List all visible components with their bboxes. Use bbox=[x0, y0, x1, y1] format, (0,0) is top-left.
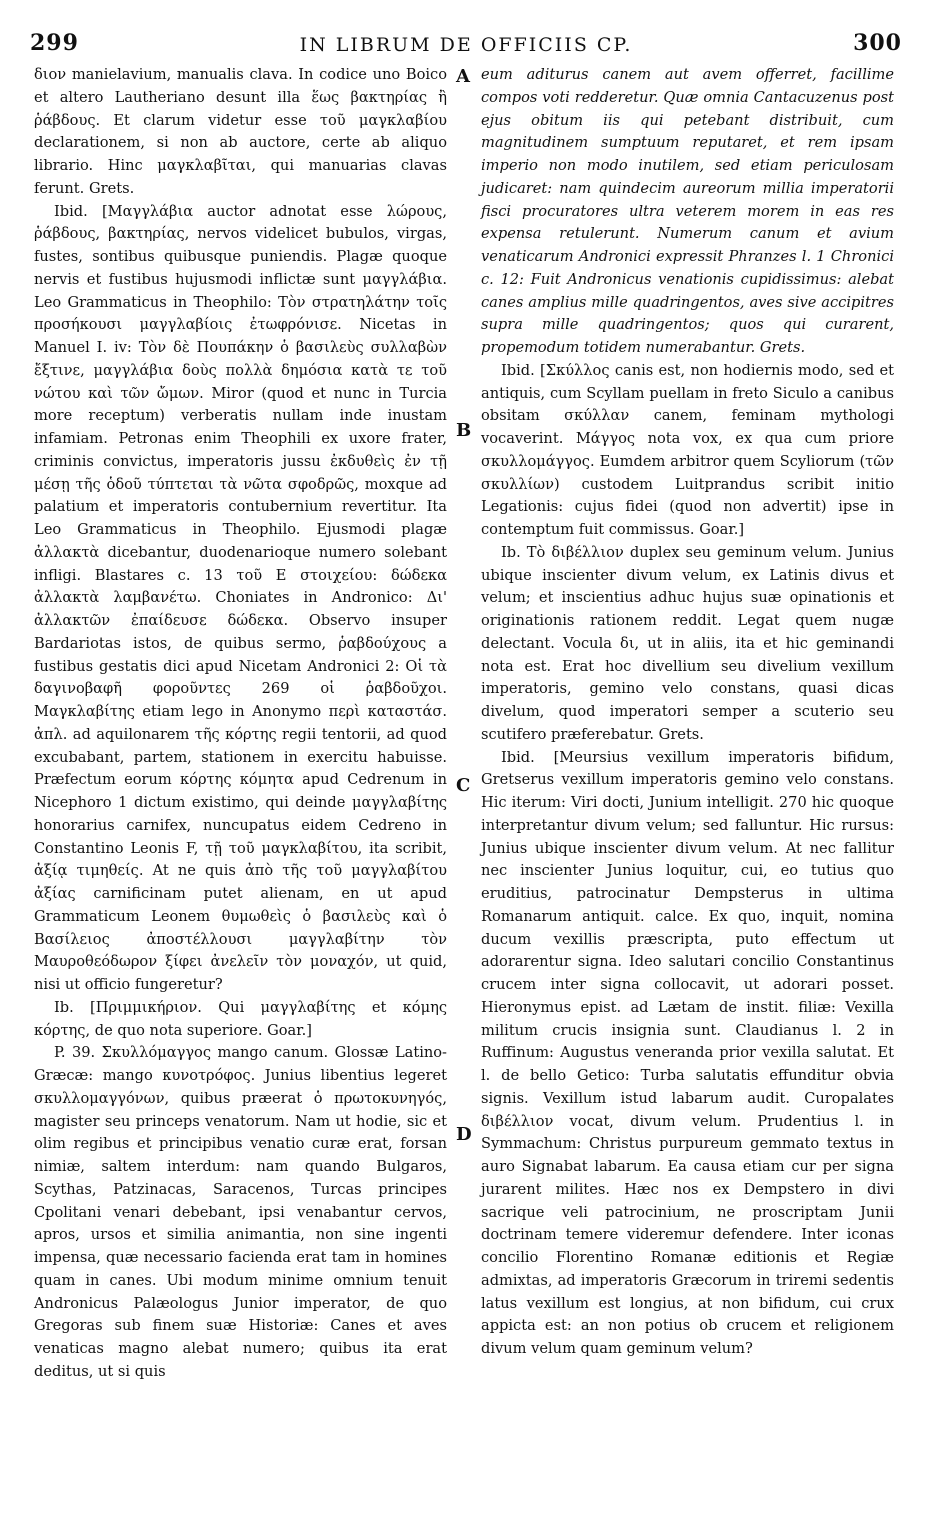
margin-letter-d: D bbox=[456, 1124, 472, 1145]
right-paragraph-2: Ibid. [Σκύλλος canis est, non hodiernis modo, sed et antiquis, cum Scyllam puellam in freto Siculo a canibus obsitam σκύλλαν canem, feminam mythologi vocaverint. Μάγγος nota vox, ex qua cum priore σκυλλομάγγος. Eumdem arbitror quem Scyliorum (τῶν σκυλλίων) custodem Luitprandus scribit initio Legationis: cujus fidei (quod non advertit) ipse in contemptum fuit commissus. Goar.] bbox=[481, 361, 894, 538]
left-paragraph-2: Ibid. [Μαγγλάβια auctor adnotat esse λώρους, ῥάβδους, βακτηρίας, nervos videlicet bubulos, virgas, fustes, sontibus quibusque puniendis. Plagæ quoque nervis et fustibus hujusmodi inflictæ sunt μαγγλάβια. Leo Grammaticus in Theophilo: Τὸν στρατηλάτην τοῖς προσήκουσι μαγγλαβίοις ἐτωφρόνισε. Nicetas in Manuel I. iv: Τὸν δὲ Πουπάκην ὁ βασιλεὺς συλλαβὼν ἔξτινε, μαγγλάβια δοὺς πολλὰ δημόσια κατὰ τε τοῦ νώτου καὶ τῶν ὤμων. Miror (quod et nunc in Turcia more receptum) verberatis nullam inde inustam infamiam. Petronas enim Theophili ex uxore frater, criminis convictus, imperatoris jussu ἐκδυθεὶς ἐν τῇ μέσῃ τῆς ὁδοῦ τύπτεται τὰ νῶτα σφοδρῶς, moxque ad palatium et imperatoris contubernium revertitur. Ita Leo Grammaticus in Theophilo. Ejusmodi plagæ ἀλλακτὰ dicebantur, duodenarioque numero solebant infligi. Blastares c. 13 τοῦ Ε στοιχείου: δώδεκα ἀλλακτὰ λαμβανέτω. Choniates in Andronico: Δι' ἀλλακτῶν ἐπαίδευσε δώδεκα. Observo insuper Bardariotas istos, de quibus sermo, ῥαβδούχους a fustibus gestatis dici apud Nicetam Andronici 2: Οἱ τὰ δαγινοβαφῆ φοροῦντες 269 οἱ ῥαβδοῦχοι. Μαγκλαβίτης etiam lego in Anonymo περὶ καταστάσ. ἀπλ. ad aquilonarem τῆς κόρτης regii tentorii, ad quod excubabant, partem, stationem in exercitu habuisse. Præfectum eorum κόρτης κόμητα apud Cedrenum in Nicephoro 1 dictum existimo, qui deinde μαγγλαβίτης honorarius carnifex, nuncupatus eidem Cedreno in Constantino Leonis F, τῇ τοῦ μαγκλαβίτου, ita scribit, ἀξίᾳ τιμηθείς. At ne quis ἀπὸ τῆς τοῦ μαγγλαβίτου ἀξίας carnificinam putet alienam, en ut apud Grammaticum Leonem θυμωθεὶς ὁ βασιλεὺς καὶ ὁ Βασίλειος ἀποστέλλουσι μαγγλαβίτην τὸν Μαυροθεόδωρον ξίφει ἀνελεῖν τὸν μοναχόν, ut quid, nisi ut officio fungeretur? bbox=[34, 202, 447, 993]
right-paragraph-1: eum aditurus canem aut avem offerret, facillime compos voti redderetur. Quæ omnia Cantacuzenus post ejus obitum iis qui petebant distribuit, cum magnitudinem sumptuum reputaret, et rem ipsam imperio non modo inutilem, sed etiam periculosam judicaret: nam quindecim aureorum millia imperatorii fisci procuratores ultra veterem morem in eas res expensa retulerunt. Numerum canum et avium venaticarum Andronici expressit Phranzes l. 1 Chronici c. 12: Fuit Andronicus venationis cupidissimus: alebat canes amplius mille quadringentos, aves sive accipitres supra mille quadringentos; quos qui curarent, propemodum totidem numerabantur. Grets. bbox=[481, 66, 894, 356]
left-paragraph-1: διον manielavium, manualis clava. In codice uno Boico et altero Lautheriano desunt illa ἕως βακτηρίας ἢ ῥάβδους. Et clarum videtur esse τοῦ μαγκλαβίου declarationem, si non ab auctore, certe ab aliquo librario. Hinc μαγκλαβῖται, qui manuarias clavas ferunt. Grets. bbox=[34, 66, 447, 197]
left-column bbox=[34, 64, 447, 1384]
right-column bbox=[481, 64, 894, 1361]
page-number-right: 300 bbox=[853, 30, 902, 56]
margin-letter-c: C bbox=[456, 775, 471, 796]
right-paragraph-3: Ib. Τὸ διβέλλιον duplex seu geminum velum. Junius ubique inscienter divum velum, ex Latinis divus et velum; et inscientius adhuc hujus suæ opinationis et originationis rationem reddit. Legat quem nugæ delectant. Vocula δι, ut in aliis, ita et hic geminandi nota est. Erat hoc divellium seu divelium vexillum imperatoris, gemino velo constans, quasi dicas divelum, quod imperatori semper a scuterio seu scutifero præferebatur. Grets. bbox=[481, 543, 894, 743]
right-paragraph-4: Ibid. [Meursius vexillum imperatoris bifidum, Gretserus vexillum imperatoris gemino velo constans. Hic iterum: Viri docti, Junium intelligit. 270 hic quoque interpretantur divum velum; sed falluntur. Hic rursus: Junius ubique inscienter divum velum. At nec fallitur nec inscienter Junius loquitur, cui, eo tutius quo eruditius, patrocinatur Dempsterus in ultima Romanarum antiquit. calce. Ex quo, inquit, nomina ducum vexillis præscripta, puto effectum ut adorarentur signa. Ideo salutari concilio Constantinus crucem inter signa collocavit, ut adorari posset. Hieronymus epist. ad Lætam de instit. filiæ: Vexilla militum crucis insignia sunt. Claudianus l. 2 in Ruffinum: Augustus veneranda prior vexilla salutat. Et l. de bello Getico: Turba salutatis effunditur obvia signis. Vexillum istud labarum audit. Curopalates διβέλλιον vocat, divum velum. Prudentius l. in Symmachum: Christus purpureum gemmato textus in auro Signabat labarum. Ea causa etiam cur per signa jurarent milites. Hæc nos ex Dempstero in divi sacrique veli patrocinium, ne proscriptam Junii doctrinam temere videremur defendere. Inter iconas concilio Florentino Romanæ editionis et Regiæ admixtas, ad imperatoris Græcorum in triremi sedentis latus vexillum est longius, at non bifidum, cui crux appicta est: an non potius ob crucem et religionem divum velum quam geminum velum? bbox=[481, 748, 894, 1357]
left-paragraph-4: P. 39. Σκυλλόμαγγος mango canum. Glossæ Latino-Græcæ: mango κυνοτρόφος. Junius libentius legeret σκυλλομαγγόνων, quibus præerat ὁ πρωτοκυνηγός, magister seu princeps venatorum. Nam ut hodie, sic et olim regibus et principibus venatio curæ erat, forsan nimiæ, saltem interdum: nam quando Bulgaros, Scythas, Patzinacas, Saracenos, Turcas principes Cpolitani venari debebant, ipsi venabantur cervos, apros, ursos et similia animantia, non sine ingenti impensa, quæ necessario facienda erat tam in homines quam in canes. Ubi modum minime omnium tenuit Andronicus Palæologus Junior imperator, de quo Gregoras sub finem suæ Historiæ: Canes et aves venaticas magno alebat numero; quibus ita erat deditus, ut si quis bbox=[34, 1044, 447, 1380]
page-number-left: 299 bbox=[30, 30, 79, 56]
margin-letter-b: B bbox=[456, 420, 472, 441]
margin-letter-a: A bbox=[456, 66, 470, 87]
running-title: IN LIBRUM DE OFFICIIS CP. bbox=[299, 34, 633, 56]
page-header bbox=[30, 30, 902, 64]
left-paragraph-3: Ib. [Πριμμικήριον. Qui μαγγλαβίτης et κόμης κόρτης, de quo nota superiore. Goar.] bbox=[34, 998, 447, 1039]
